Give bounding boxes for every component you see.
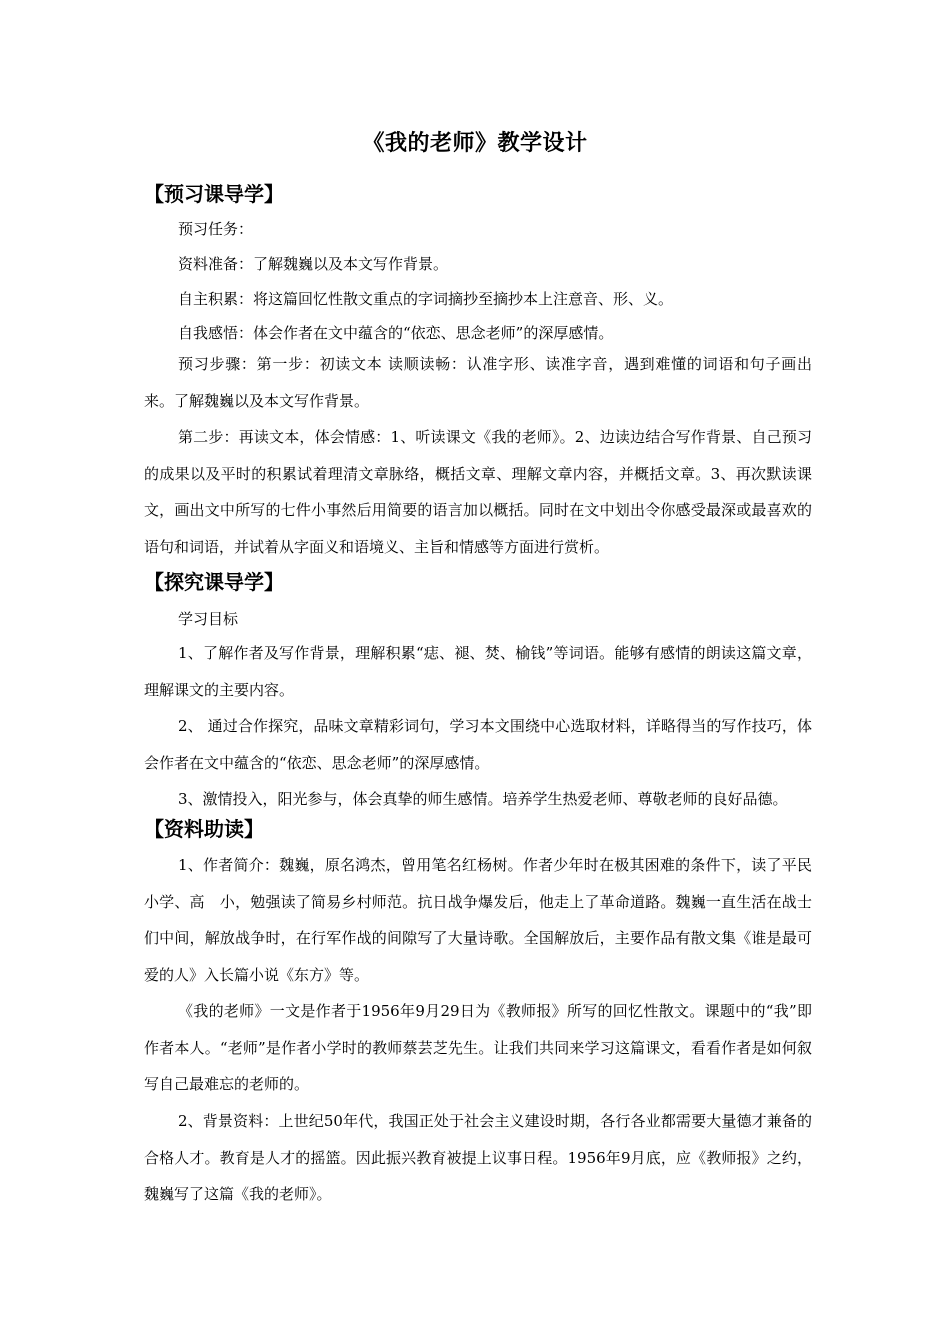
preview-accumulate: 自主积累：将这篇回忆性散文重点的字词摘抄至摘抄本上注意音、形、义。	[178, 290, 674, 308]
inquiry-goal-3: 3、激情投入，阳光参与，体会真挚的师生感情。培养学生热爱老师、尊敬老师的良好品德。	[178, 790, 788, 808]
preview-task-label: 预习任务：	[178, 220, 254, 238]
preview-step1: 预习步骤：第一步：初读文本 读顺读畅：认准字形、读准字音，遇到难懂的词语和句子画出来。了解魏巍以及本文写作背景。	[144, 355, 812, 410]
preview-step2: 第二步：再读文本，体会情感：1、听读课文《我的老师》。2、边读边结合写作背景、自己预习的成果以及平时的积累试着理清文章脉络，概括文章、理解文章内容，并概括文章。3、再次默读课文，画出文中所写的七件小事然后用简要的语言加以概括。同时在文中划出令你感受最深或最喜欢的语句和词语，并试着从字面义和语境义、主旨和情感等方面进行赏析。	[144, 428, 812, 556]
document-title: 《我的老师》教学设计	[362, 131, 588, 156]
preview-materials: 资料准备：了解魏巍以及本文写作背景。	[178, 255, 449, 273]
section-heading-inquiry: 【探究课导学】	[144, 570, 284, 594]
section-heading-preview: 【预习课导学】	[144, 182, 284, 206]
preview-insight: 自我感悟：体会作者在文中蕴含的“依恋、思念老师”的深厚感情。	[178, 324, 614, 342]
inquiry-goal-2: 2、 通过合作探究，品味文章精彩词句，学习本文围绕中心选取材料，详略得当的写作技巧，体会作者在文中蕴含的“依恋、思念老师”的深厚感情。	[144, 717, 812, 772]
section-heading-reading: 【资料助读】	[144, 817, 264, 841]
inquiry-goal-1: 1、了解作者及写作背景，理解积累“痣、褪、焚、榆钱”等词语。能够有感情的朗读这篇文章，理解课文的主要内容。	[144, 644, 812, 699]
reading-essay: 《我的老师》一文是作者于1956年9月29日为《教师报》所写的回忆性散文。课题中的“我”即作者本人。“老师”是作者小学时的教师蔡芸芝先生。让我们共同来学习这篇课文，看看作者是如何叙写自己最难忘的老师的。	[144, 1002, 812, 1093]
reading-author: 1、作者简介：魏巍，原名鸿杰，曾用笔名红杨树。作者少年时在极其困难的条件下，读了平民小学、高 小，勉强读了简易乡村师范。抗日战争爆发后，他走上了革命道路。魏巍一直生活在战士们中间，解放战争时，在行军作战的间隙写了大量诗歌。全国解放后，主要作品有散文集《谁是最可爱的人》入长篇小说《东方》等。	[144, 856, 812, 984]
inquiry-goals-label: 学习目标	[178, 610, 239, 628]
reading-background: 2、背景资料：上世纪50年代，我国正处于社会主义建设时期，各行各业都需要大量德才兼备的合格人才。教育是人才的摇篮。因此振兴教育被提上议事日程。1956年9月底，应《教师报》之约，魏巍写了这篇《我的老师》。	[144, 1112, 812, 1203]
